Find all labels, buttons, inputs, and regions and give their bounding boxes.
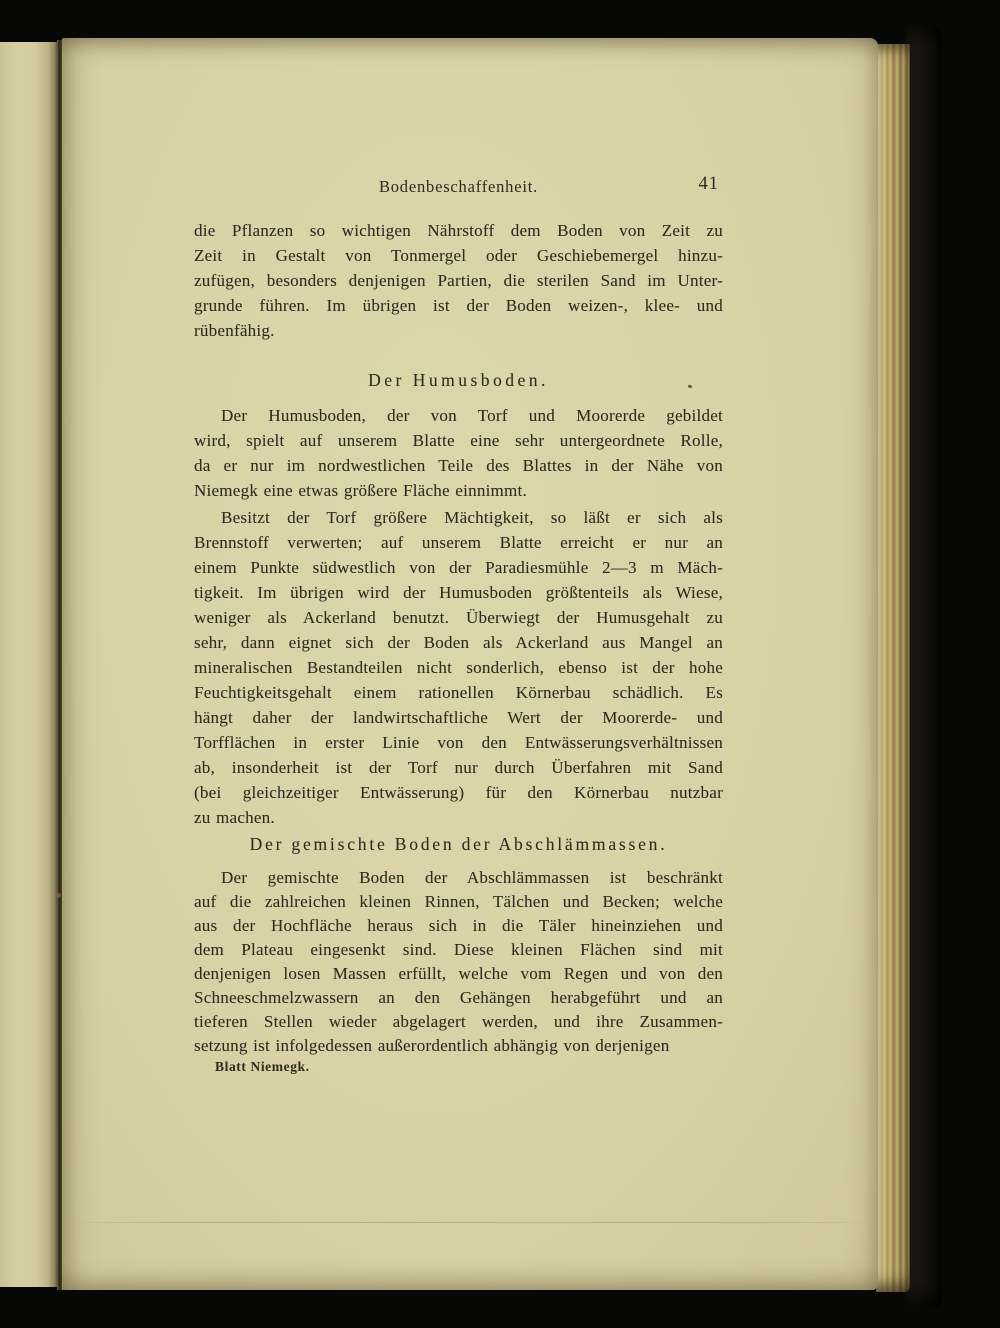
text-line: Schneeschmelzwassern an den Gehängen herabgeführt und an [194,988,723,1007]
paragraph-humusboden-1 [194,403,723,503]
text-line: Niemegk eine etwas größere Fläche einnimmt. [194,481,527,500]
text-line: aus der Hochfläche heraus sich in die Täler hineinziehen und [194,916,723,935]
text-line: Der gemischte Boden der Abschlämmassen ist beschränkt [221,868,723,887]
text-line: setzung ist infolgedessen außerordentlich abhängig von derjenigen [194,1036,670,1055]
text-line: Besitzt der Torf größere Mächtigkeit, so läßt er sich als [221,508,723,527]
text-line: ab, insonderheit ist der Torf nur durch Überfahren mit Sand [194,758,723,777]
text-line: Feuchtigkeitsgehalt einem rationellen Körnerbau schädlich. Es [194,683,723,702]
paragraph-abschlaemmassen [194,866,723,1058]
text-line: zufügen, besonders denjenigen Partien, die sterilen Sand im Unter- [194,271,723,290]
section-heading-humusboden: Der Humusboden. [368,370,549,390]
text-line: auf die zahlreichen kleinen Rinnen, Tälchen und Becken; welche [194,892,723,911]
paper-blemish [56,893,61,898]
page-number: 41 [698,174,719,194]
text-line: da er nur im nordwestlichen Teile des Blattes in der Nähe von [194,456,723,475]
text-line: grunde führen. Im übrigen ist der Boden weizen-, klee- und [194,296,723,315]
text-line: tigkeit. Im übrigen wird der Humusboden größtenteils als Wiese, [194,583,723,602]
text-line: (bei gleichzeitiger Entwässerung) für den Körnerbau nutzbar [194,783,723,802]
paragraph-soil-continuation [194,218,723,343]
paragraph-humusboden-2 [194,505,723,830]
section-heading-abschlaemmassen: Der gemischte Boden der Abschlämmassen. [249,834,668,854]
book-page [62,38,878,1290]
sheet-signature: Blatt Niemegk. [215,1059,310,1074]
text-line: rübenfähig. [194,321,275,340]
text-line: Der Humusboden, der von Torf und Moorerde gebildet [221,406,723,425]
text-line: die Pflanzen so wichtigen Nährstoff dem Boden von Zeit zu [194,221,723,240]
text-line: Brennstoff verwerten; auf unserem Blatte erreicht er nur an [194,533,723,552]
text-line: Torfflächen in erster Linie von den Entwässerungsverhältnissen [194,733,723,752]
text-line: hängt daher der landwirtschaftliche Wert der Moorerde- und [194,708,723,727]
text-line: denjenigen losen Massen erfüllt, welche vom Regen und von den [194,964,723,983]
page-stack-fore-edge [876,44,910,1292]
text-line: sehr, dann eignet sich der Boden als Ackerland aus Mangel an [194,633,723,652]
text-line: zu machen. [194,808,275,827]
text-line: Zeit in Gestalt von Tonmergel oder Geschiebemergel hinzu- [194,246,723,265]
book-cover-edge [906,25,942,1307]
running-head: Bodenbeschaffenheit. [378,177,539,196]
text-line: wird, spielt auf unserem Blatte eine sehr untergeordnete Rolle, [194,431,723,450]
text-line: einem Punkte südwestlich von der Paradiesmühle 2—3 m Mäch- [194,558,723,577]
text-line: dem Plateau eingesenkt sind. Diese kleinen Flächen sind mit [194,940,723,959]
text-line: weniger als Ackerland benutzt. Überwiegt der Humusgehalt zu [194,608,723,627]
page-crease [62,1222,878,1223]
text-line: mineralischen Bestandteilen nicht sonderlich, ebenso ist der hohe [194,658,723,677]
text-line: tieferen Stellen wieder abgelagert werden, und ihre Zusammen- [194,1012,723,1031]
left-page-edge [0,42,57,1287]
